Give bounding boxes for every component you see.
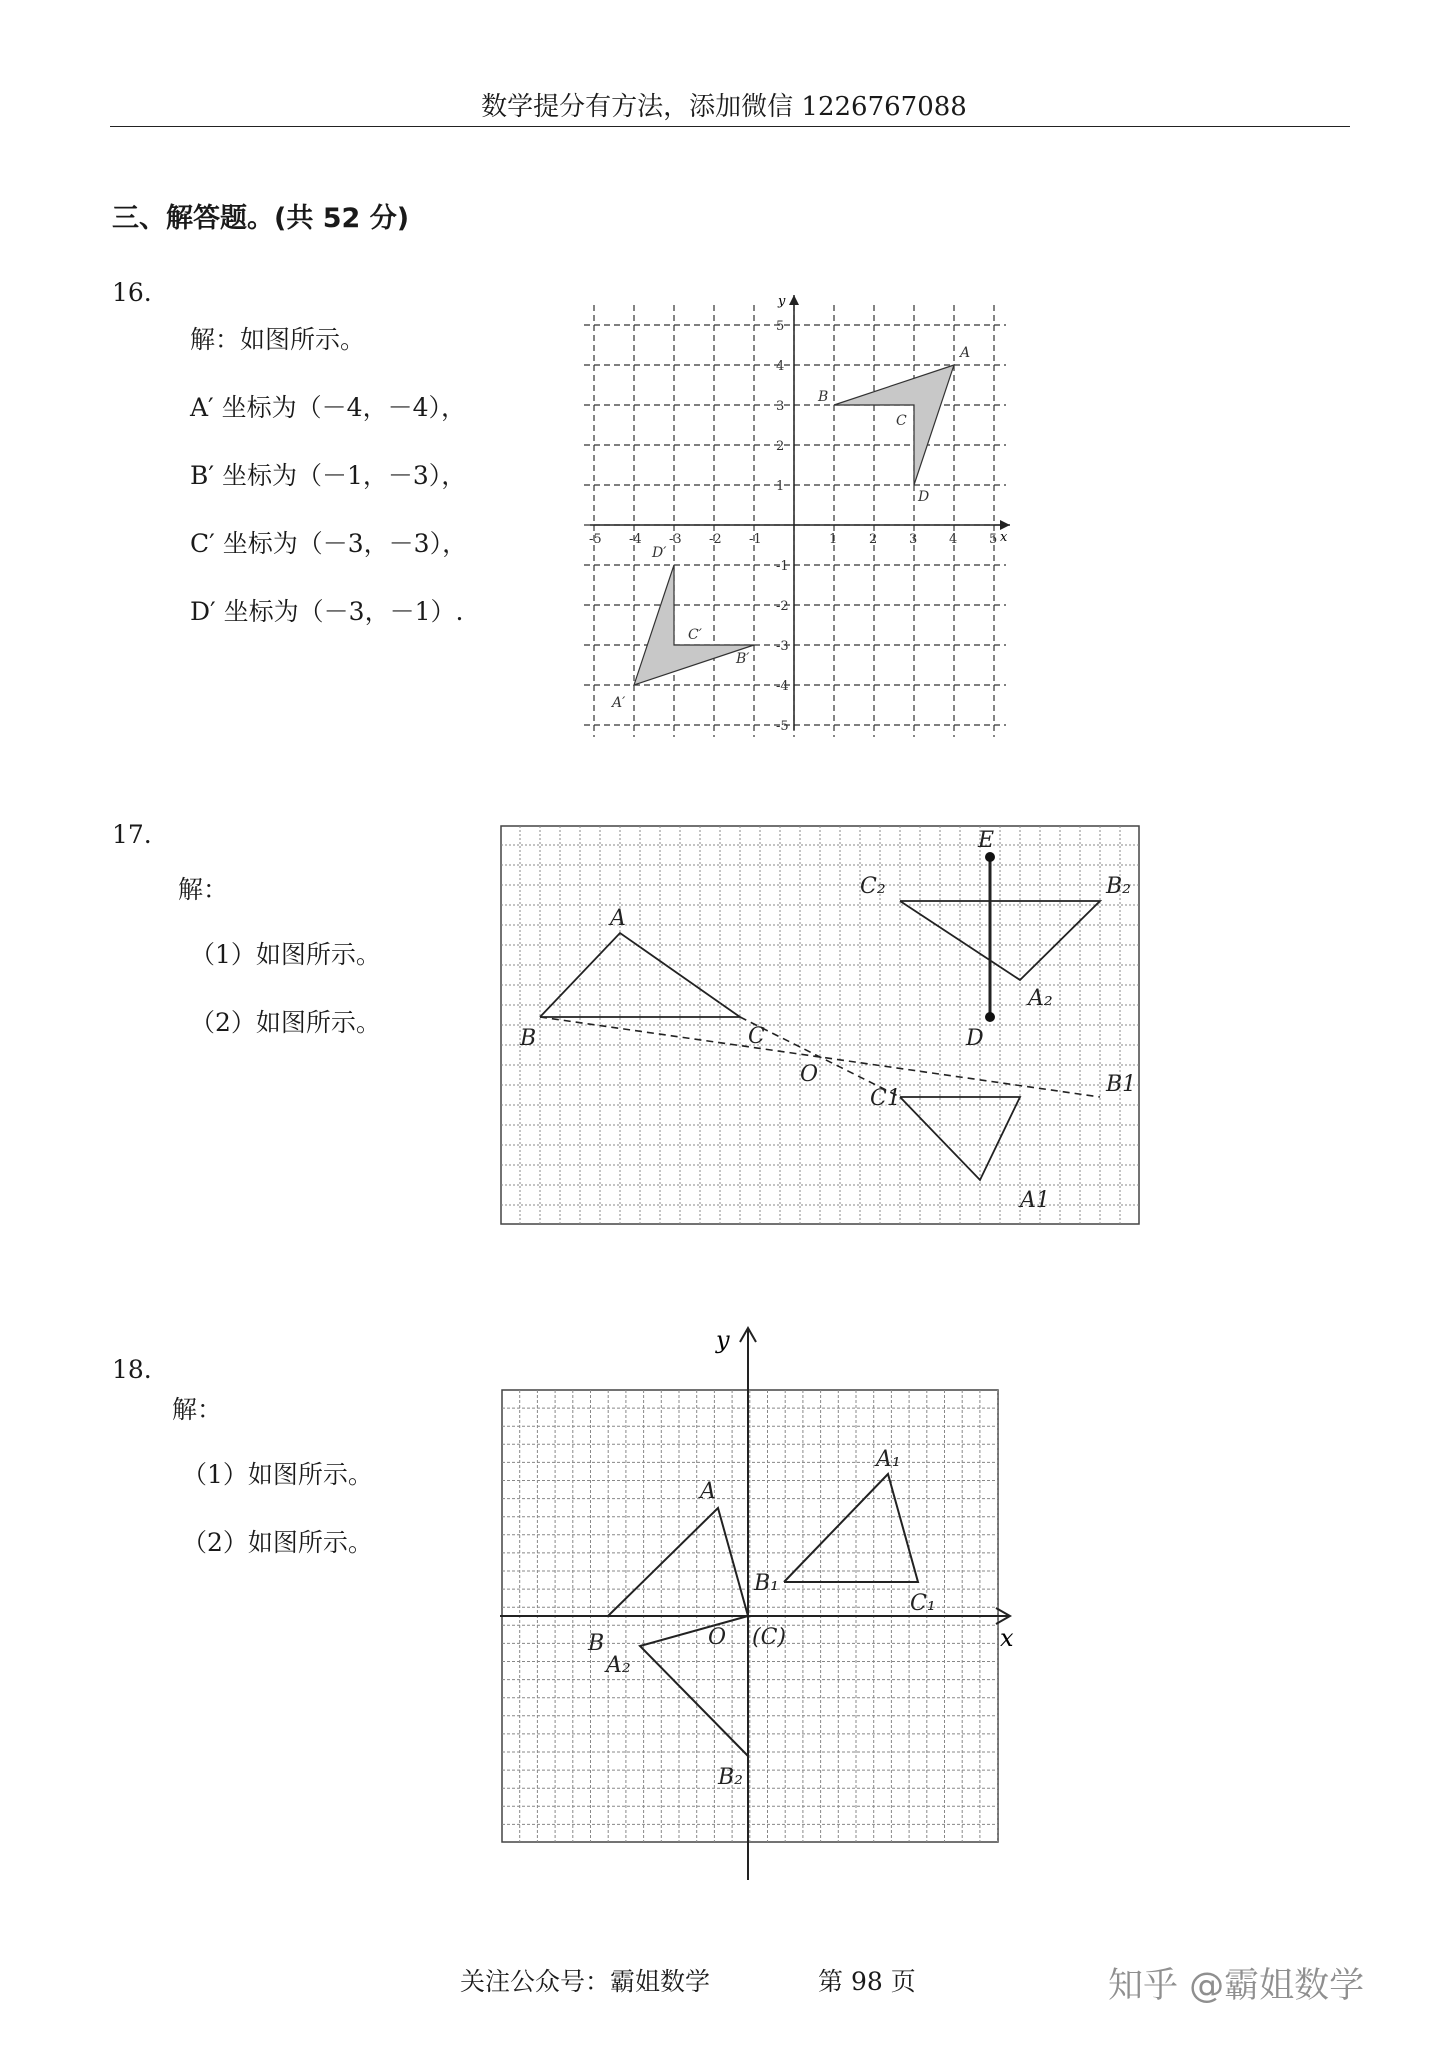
- q16-vertex-label: D′: [652, 545, 667, 561]
- q16-line: C′ 坐标为（－3，－3），: [190, 529, 468, 558]
- page-number: 第 98 页: [818, 1967, 916, 1996]
- q17-label-d: D: [966, 1026, 984, 1051]
- q16-original-shape: [834, 365, 954, 485]
- q17-label-a: A: [610, 906, 626, 931]
- q17-triangle-a2b2c2: [900, 901, 1100, 980]
- q17-grid: [501, 826, 1139, 1224]
- q17-label-b: B: [520, 1026, 537, 1051]
- q16-x-tick-label: -5: [589, 532, 602, 547]
- q17-label-b1: B1: [1106, 1072, 1137, 1097]
- q16-line: 解：如图所示。: [190, 325, 366, 354]
- footer-text: 关注公众号：霸姐数学: [460, 1967, 711, 1996]
- q18-label-c: (C): [752, 1625, 786, 1650]
- q18-label-a: A: [700, 1479, 716, 1504]
- section-title: 三、解答题。(共 52 分): [112, 203, 410, 234]
- q18-label-b1: B₁: [754, 1571, 779, 1596]
- q16-y-tick-label: 2: [776, 439, 785, 454]
- q17-label-c: C: [748, 1024, 765, 1049]
- q16-y-tick-label: -3: [776, 639, 789, 654]
- q17-label-e: E: [978, 828, 995, 853]
- q18-triangle-abc: [608, 1508, 748, 1616]
- q17-line: （2）如图所示。: [190, 1008, 381, 1037]
- watermark: 知乎 @霸姐数学: [1108, 1966, 1365, 2006]
- q16-x-tick-label: -3: [669, 532, 682, 547]
- q16-line: D′ 坐标为（－3，－1）.: [190, 597, 464, 626]
- q18-line: （2）如图所示。: [182, 1528, 373, 1557]
- q16-x-axis-label: x: [1000, 530, 1008, 545]
- q16-y-tick-label: 3: [776, 399, 785, 414]
- q18-triangle-a1b1c1: [784, 1474, 918, 1582]
- q16-y-tick-label: 1: [776, 479, 785, 494]
- q16-coordinate-figure: [580, 285, 1020, 740]
- q16-vertex-label: C: [896, 413, 907, 429]
- question-16-number: 16.: [112, 278, 152, 307]
- q16-y-tick-label: -2: [776, 599, 789, 614]
- q16-x-tick-label: -4: [629, 532, 642, 547]
- q16-vertex-label: A: [960, 345, 971, 361]
- q16-y-tick-label: 5: [776, 319, 785, 334]
- q16-x-tick-label: 4: [949, 532, 958, 547]
- q17-label-c2: C₂: [860, 874, 886, 899]
- q16-line: A′ 坐标为（－4，－4），: [190, 393, 466, 422]
- q18-label-b: B: [588, 1631, 605, 1656]
- q16-x-tick-label: 3: [909, 532, 918, 547]
- q16-x-tick-label: -1: [749, 532, 762, 547]
- q17-grid-figure: [500, 825, 1140, 1225]
- q16-y-tick-label: -4: [776, 679, 789, 694]
- q18-x-axis-label: x: [1000, 1624, 1014, 1652]
- q16-x-tick-label: -2: [709, 532, 722, 547]
- q16-y-tick-label: -1: [776, 559, 789, 574]
- q16-image-shape: [634, 565, 754, 685]
- q17-label-c1: C1: [870, 1086, 901, 1111]
- q16-vertex-label: B: [818, 389, 829, 405]
- q16-x-tick-label: 5: [989, 532, 998, 547]
- page-header: 数学提分有方法，添加微信 1226767088: [481, 92, 967, 122]
- q16-vertex-label: A′: [612, 695, 626, 711]
- q17-line: （1）如图所示。: [190, 940, 381, 969]
- q16-x-tick-label: 1: [829, 532, 838, 547]
- q18-label-o: O: [708, 1625, 727, 1650]
- q18-label-b2: B₂: [718, 1765, 743, 1790]
- q16-vertex-label: C′: [688, 627, 702, 643]
- header-rule: [110, 126, 1350, 127]
- q16-y-tick-label: -5: [776, 719, 789, 734]
- q16-vertex-label: B′: [736, 651, 750, 667]
- q18-line: 解：: [172, 1395, 223, 1424]
- q17-label-a2: A₂: [1028, 986, 1053, 1011]
- q16-x-tick-label: 2: [869, 532, 878, 547]
- q18-label-a2: A₂: [606, 1653, 631, 1678]
- q17-label-b2: B₂: [1106, 874, 1131, 899]
- q18-line: （1）如图所示。: [182, 1460, 373, 1489]
- q16-y-tick-label: 4: [776, 359, 785, 374]
- q17-label-o: O: [800, 1062, 819, 1087]
- q18-label-c1: C₁: [910, 1591, 936, 1616]
- question-18-number: 18.: [112, 1355, 152, 1384]
- q18-y-axis-label: y: [716, 1326, 730, 1354]
- q18-label-a1: A₁: [876, 1447, 901, 1472]
- q16-line: B′ 坐标为（－1，－3），: [190, 461, 467, 490]
- q16-y-axis-label: y: [778, 294, 786, 309]
- q16-vertex-label: D: [918, 489, 930, 505]
- q17-label-a1: A1: [1020, 1188, 1050, 1213]
- q18-coordinate-figure: [490, 1320, 1030, 1880]
- q17-line: 解：: [178, 875, 229, 904]
- question-17-number: 17.: [112, 820, 152, 849]
